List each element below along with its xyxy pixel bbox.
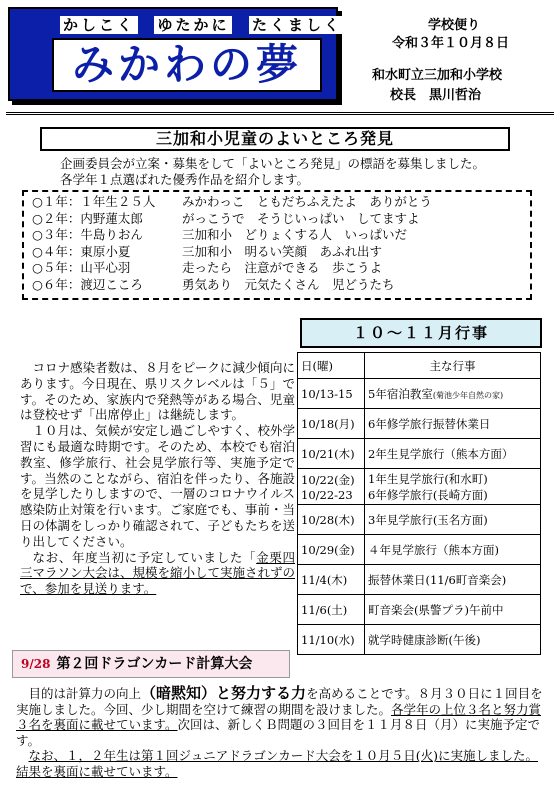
goodpoints-intro-line: 企画委員会が立案・募集をして「よいところ発見」の標語を募集しました。 — [60, 156, 486, 171]
event-note: (菊池少年自然の家) — [432, 390, 504, 400]
principal-name: 校長 黒川哲治 — [390, 88, 482, 103]
issue-date: 令和３年１０月８日 — [392, 36, 510, 51]
school-name: 和水町立三加和小学校 — [372, 68, 503, 83]
events-title: １０～１１月行事 — [300, 318, 542, 348]
award-slogan: みかわっこ ともだちふえたよ ありがとう — [182, 194, 432, 209]
dragon-text: と — [216, 684, 232, 702]
event-date: 10/18(月) — [298, 409, 365, 439]
award-item — [32, 244, 522, 261]
table-row — [298, 469, 541, 505]
header-rule — [6, 112, 554, 115]
goodpoints-intro-line: 各学年１点選ばれた優秀作品を紹介します。 — [60, 172, 310, 187]
award-grade: ○５年：山平心羽 — [32, 260, 131, 275]
col-header-date: 日(曜) — [298, 353, 365, 379]
dragon-heading — [12, 650, 290, 678]
dragon-text: を高めることです。８月３０日に１回目を実施しました。今回、少し期間を空けて練習の期間を設けました。 — [16, 686, 543, 717]
motto-word: かしこく — [60, 16, 138, 34]
event-name: 2年生見学旅行（熊本方面） — [365, 439, 541, 469]
dragon-junior-note: なお、１，２年生は第１回ジュニアドラゴンカード大会を１０月５日(火)に実施しました。結果を裏面に載せています。 — [16, 748, 539, 779]
table-row — [298, 595, 541, 625]
event-date: 10/29(金) — [298, 535, 365, 565]
award-item — [32, 277, 522, 294]
event-date: 11/10(水) — [298, 625, 365, 655]
award-slogan: 三加和小 どりょくする人 いっぱいだ — [182, 227, 408, 242]
award-item — [32, 227, 522, 244]
event-name: 6年修学旅行振替休業日 — [365, 409, 541, 439]
dragon-title: 第２回ドラゴンカード計算大会 — [56, 656, 253, 672]
dragon-date: 9/28 — [21, 657, 51, 671]
newsletter-label: 学校便り — [428, 18, 481, 33]
event-name: 町音楽会(県警プラ)午前中 — [365, 595, 541, 625]
event-date-line: 10/22-23 — [301, 487, 353, 502]
award-list — [22, 190, 532, 300]
motto — [60, 14, 345, 35]
event-date: 11/6(土) — [298, 595, 365, 625]
event-date: 11/4(木) — [298, 565, 365, 595]
award-grade: ○４年：東原小夏 — [32, 243, 131, 259]
dragon-body — [16, 686, 546, 780]
motto-word: ゆたかに — [154, 16, 232, 34]
newsletter-title: みかわの夢 — [52, 38, 322, 92]
dragon-emphasis: 努力する力 — [231, 684, 307, 702]
event-date — [298, 469, 365, 505]
event-name — [365, 469, 541, 505]
table-row — [298, 625, 541, 655]
event-name: ４年見学旅行（熊本方面) — [365, 535, 541, 565]
table-row — [298, 505, 541, 535]
event-text: 1年生見学旅行(和水町) — [368, 471, 488, 486]
event-date: 10/21(木) — [298, 439, 365, 469]
award-grade: ○６年：渡辺こころ — [32, 276, 143, 292]
award-item — [32, 260, 522, 277]
award-item — [32, 211, 522, 228]
event-date-line: 10/22(金) — [301, 472, 355, 487]
table-row — [298, 379, 541, 409]
event-name: 3年見学旅行(玉名方面) — [365, 505, 541, 535]
table-header-row — [298, 353, 541, 379]
dragon-result-note: 各学年の上位３名と努力賞３名を裏面に載せています。 — [16, 701, 542, 733]
dragon-text: 目的は計算力の向上 — [28, 686, 142, 701]
award-item — [32, 194, 522, 211]
marathon-notice: で、参加を見送ります。 — [20, 581, 157, 597]
award-grade: ○３年：牛島りおん — [32, 227, 143, 242]
award-slogan: 三加和小 明るい笑顔 あふれ出す — [182, 243, 383, 259]
event-date: 10/13-15 — [298, 379, 365, 409]
table-row — [298, 439, 541, 469]
covid-paragraph — [20, 550, 295, 597]
table-row — [298, 409, 541, 439]
dragon-text: 次回は、新しくＢ問題の３回目を１１月８日（月）に実施予定です。 — [16, 717, 541, 748]
goodpoints-heading: 三加和小児童のよいところ発見 — [40, 127, 510, 151]
event-text: 5年宿泊教室 — [368, 386, 433, 401]
event-date: 10/28(木) — [298, 505, 365, 535]
event-name — [365, 379, 541, 409]
marathon-notice: 金栗四三マラソン大会は、規模を縮小して実施されずの — [20, 549, 296, 581]
award-slogan: 走ったら 注意ができる 歩こうよ — [182, 260, 383, 275]
table-row — [298, 535, 541, 565]
motto-word: たくましく — [249, 16, 345, 34]
award-grade: ○１年：１年生２５人 — [32, 194, 156, 209]
col-header-event: 主な行事 — [365, 353, 541, 379]
award-grade: ○２年：内野蓮太郎 — [32, 210, 143, 226]
table-row — [298, 565, 541, 595]
covid-text: なお、年度当初に予定していました「 — [32, 549, 257, 565]
covid-paragraph: １０月は、気候が安定し過ごしやすく、校外学習にも最適な時期です。そのため、本校でも宿泊教室、修学旅行、社会見学旅行等、実施予定です。当然のことながら、宿泊を伴ったり、各施設を見学したりしますので、一層のコロナウイルス感染防止対策を行います。ご家庭でも、事前・当日の体調をしっかり確認されて、子どもたちを送り出してください。 — [20, 423, 295, 549]
events-table — [297, 352, 541, 655]
event-name: 振替休業日(11/6町音楽会) — [365, 565, 541, 595]
award-slogan: がっこうで そうじいっぱい してますよ — [182, 210, 420, 226]
event-name: 就学時健康診断(午後) — [365, 625, 541, 655]
dragon-emphasis: （暗黙知） — [141, 684, 217, 702]
award-slogan: 勇気あり 元気たくさん 児どうたち — [182, 276, 395, 292]
covid-paragraph: コロナ感染者数は、８月をピークに減少傾向にあります。今日現在、県リスクレベルは「５」です。そのため、家族内で発熱等がある場合、児童は登校せず「出席停止」は継続します。 — [20, 360, 295, 423]
event-text: 6年修学旅行(長崎方面) — [368, 487, 488, 502]
covid-notice — [20, 360, 295, 597]
